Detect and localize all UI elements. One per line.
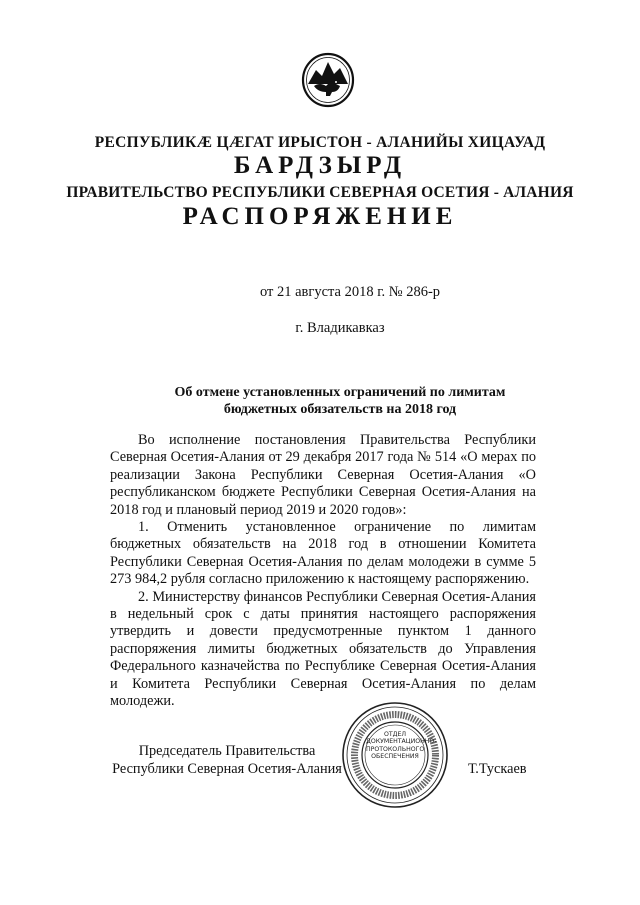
signer-position-line-1: Председатель Правительства: [138, 743, 316, 759]
header-ossetian-government: РЕСПУБЛИКӔ ЦӔГАТ ИРЫСТОН - АЛАНИЙЫ ХИЦАУАД: [94, 134, 546, 151]
seal-line-3: ПРОТОКОЛЬНОГО: [366, 745, 425, 753]
title-line-1: Об отмене установленных ограничений по лимитам: [174, 385, 506, 400]
document-date-number: от 21 августа 2018 г. № 286-р: [259, 284, 441, 300]
seal-center-text: [366, 731, 437, 761]
document-title: [120, 384, 560, 418]
body-paragraph-item-2: 2. Министерству финансов Республики Северная Осетия-Алания в недельный срок с даты принятия настоящего распоряжения утвердить и довести предусмотренные пунктом 1 данного распоряжения лимиты бюджетных обязательств до Управления Федерального казначейства по Республике Северная Осетия-Алания и Комитета Республики Северная Осетия-Алания по делам молодежи.: [110, 588, 536, 710]
header-document-type: РАСПОРЯЖЕНИЕ: [182, 203, 458, 230]
signer-position-line-2: Республики Северная Осетия-Алания: [112, 761, 342, 777]
document-city: г. Владикавказ: [295, 320, 385, 336]
header-ossetian-order: БАРДЗЫРД: [233, 152, 407, 179]
title-line-2: бюджетных обязательств на 2018 год: [223, 402, 457, 417]
body-paragraph-item-1: 1. Отменить установленное ограничение по лимитам бюджетных обязательств на 2018 год в отношении Комитета Республики Северная Осетия-Алания по делам молодежи в сумме 5 273 984,2 рубля согласно приложению к настоящему распоряжению.: [110, 519, 536, 588]
coat-of-arms-icon: [300, 52, 356, 108]
document-body: [110, 432, 536, 711]
seal-line-2: ДОКУМЕНТАЦИОННО-: [366, 738, 437, 746]
seal-line-4: ОБЕСПЕЧЕНИЯ: [371, 753, 419, 761]
seal-line-1: ОТДЕЛ: [383, 731, 407, 738]
header-government-name: ПРАВИТЕЛЬСТВО РЕСПУБЛИКИ СЕВЕРНАЯ ОСЕТИЯ - АЛАНИЯ: [66, 184, 574, 201]
body-paragraph-preamble: Во исполнение постановления Правительства Республики Северная Осетия-Алания от 29 декабря 2017 года № 514 «О мерах по реализации Закона Республики Северная Осетия-Алания «О республиканском бюджете Республики Северная Осетия-Алания на 2018 год и плановый период 2019 и 2020 годов»:: [110, 432, 536, 518]
signer-position: [92, 742, 362, 778]
signer-name: Т.Тускаев: [468, 761, 527, 777]
